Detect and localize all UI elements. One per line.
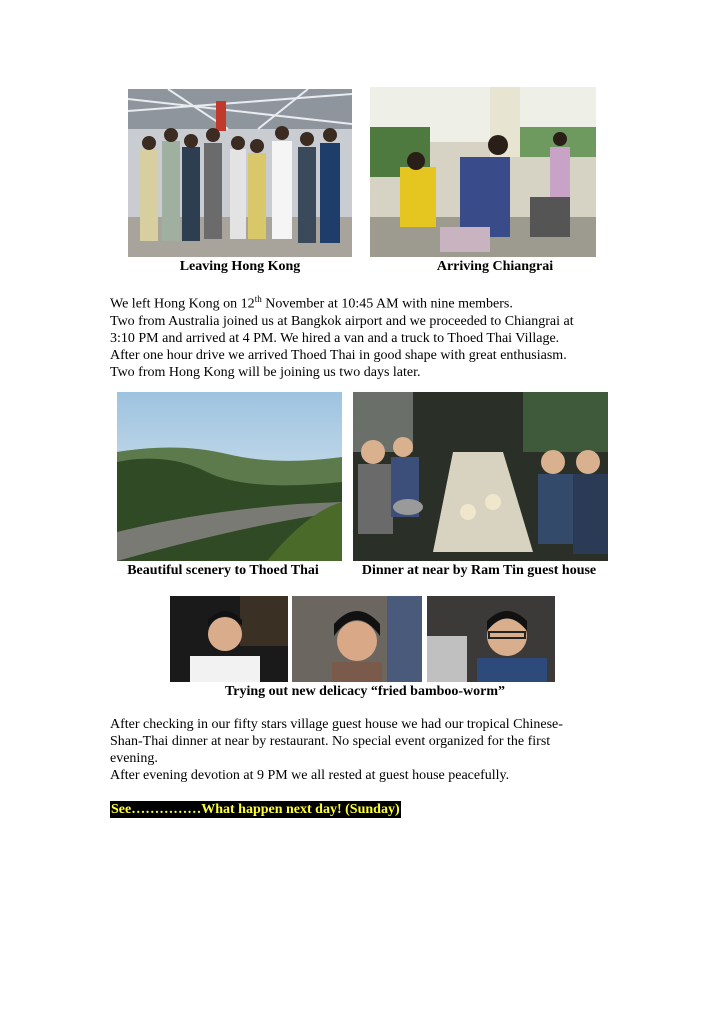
photo-bamboo-worm-2 [292, 596, 422, 682]
photo-leaving-hong-kong [128, 89, 352, 257]
date-superscript: th [254, 294, 262, 304]
intro-line-5: Two from Hong Kong will be joining us two days later. [110, 364, 421, 380]
next-day-note: See……………What happen next day! (Sunday) [111, 802, 400, 817]
photo-bamboo-worm-1 [170, 596, 288, 682]
photo-bamboo-worm-3 [427, 596, 555, 682]
intro-line-3: 3:10 PM and arrived at 4 PM. We hired a van and a truck to Thoed Thai Village. [110, 330, 560, 346]
caption-scenery: Beautiful scenery to Thoed Thai [127, 563, 319, 578]
photo-arriving-chiangrai [370, 87, 596, 257]
closing-line-2: Shan-Thai dinner at near by restaurant. No special event organized for the first [110, 734, 551, 749]
intro-line-1: We left Hong Kong on 12th November at 10:45 AM with nine members. [110, 294, 513, 312]
caption-bamboo-worm: Trying out new delicacy “fried bamboo-worm” [224, 684, 506, 699]
closing-line-4: After evening devotion at 9 PM we all rested at guest house peacefully. [110, 768, 510, 783]
trip-intro-paragraph [110, 291, 610, 381]
intro-line-2: Two from Australia joined us at Bangkok airport and we proceeded to Chiangrai at [110, 313, 574, 329]
intro-line-4: After one hour drive we arrived Thoed Thai in good shape with great enthusiasm. [110, 347, 567, 363]
closing-line-3: evening. [110, 751, 158, 766]
caption-dinner: Dinner at near by Ram Tin guest house [361, 563, 597, 578]
closing-line-1: After checking in our fifty stars village guest house we had our tropical Chinese- [110, 717, 563, 732]
closing-paragraph [110, 716, 610, 784]
photo-dinner-ram-tin [353, 392, 608, 561]
caption-arriving-chiangrai: Arriving Chiangrai [436, 259, 554, 274]
caption-leaving-hong-kong: Leaving Hong Kong [179, 259, 301, 274]
photo-scenery-thoed-thai [117, 392, 342, 561]
